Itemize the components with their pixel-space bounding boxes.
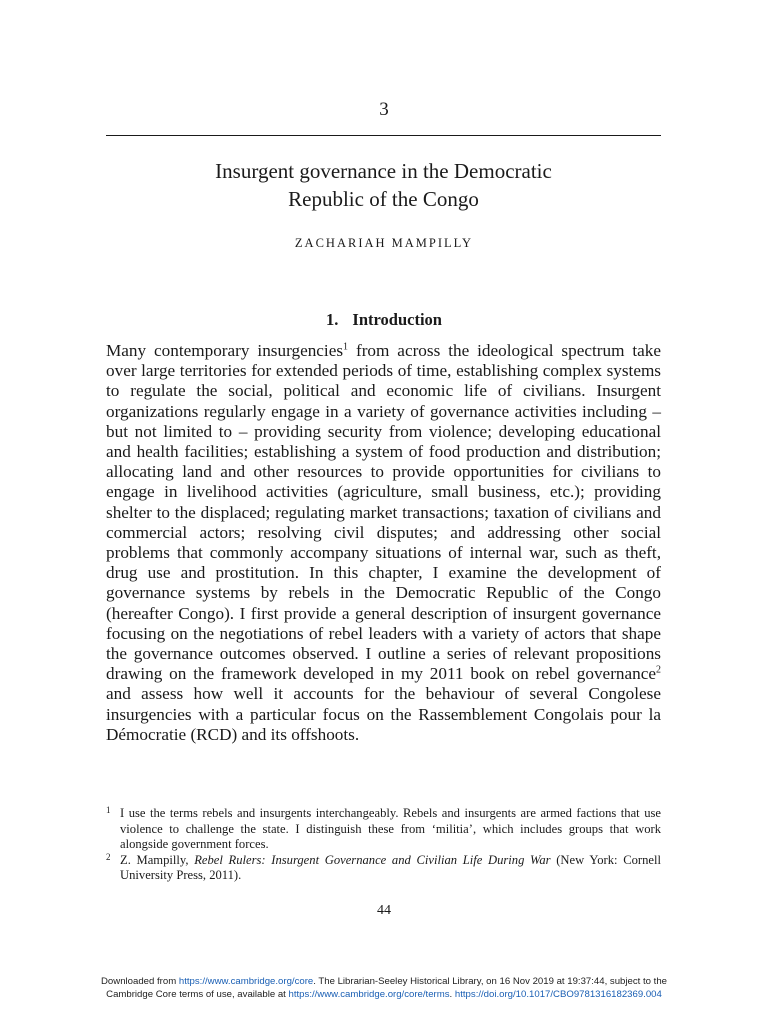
cambridge-core-link[interactable]: https://www.cambridge.org/core xyxy=(178,976,314,987)
footnote-2 xyxy=(106,853,661,884)
page-number: 44 xyxy=(377,903,391,918)
chapter-number: 3 xyxy=(379,99,389,120)
title-rule xyxy=(106,135,661,136)
footnote-2-prefix: Z. Mampilly, xyxy=(120,852,195,867)
footnote-text-1: I use the terms rebels and insurgents interchangeably. Rebels and insurgents are armed factions that use violence to challenge the state. I distinguish these from ‘militia’, which includes groups that work alongside government forces. xyxy=(120,806,661,851)
footnote-text-2 xyxy=(120,853,661,883)
terms-link[interactable]: https://www.cambridge.org/core/terms xyxy=(288,989,450,1000)
body-text-part-2: from across the ideological spectrum take over large territories for extended periods of time, establishing complex systems to regulate the social, political and economic life of civilians. Insurgent organizations regularly engage in a variety of governance activities including – but not limited to – providing security from violence; developing educational and health facilities; establishing a system of food production and distribution; allocating land and other resources to provide opportunities for civilians to engage in livelihood activities (agriculture, small business, etc.); providing shelter to the displaced; regulating market transactions; taxation of civilians and commercial actors; resolving civil disputes; and addressing other social problems that commonly accompany situations of internal war, such as theft, drug use and prostitution. In this chapter, I examine the development of governance systems by rebels in the Democratic Republic of the Congo (hereafter Congo). I first provide a general description of insurgent governance focusing on the negotiations of rebel leaders with a variety of actors that shape the governance outcomes observed. I outline a series of relevant propositions drawing on the framework developed in my 2011 book on rebel governance xyxy=(106,341,661,684)
body-text-part-1: Many contemporary insurgencies xyxy=(106,341,344,360)
separator: . xyxy=(449,989,455,1000)
footnote-1 xyxy=(106,806,661,853)
chapter-title xyxy=(106,157,661,213)
chapter-title-line-1: Insurgent governance in the Democratic xyxy=(215,159,552,183)
doi-link[interactable]: https://doi.org/10.1017/CBO9781316182369.004 xyxy=(454,989,662,1000)
download-notice-info: . The Librarian-Seeley Historical Library, on 16 Nov 2019 at 19:37:44, subject to the xyxy=(313,976,667,987)
section-title: Introduction xyxy=(352,310,442,329)
download-notice-line-2 xyxy=(0,988,768,1001)
footnote-mark-2: 2 xyxy=(106,851,111,862)
section-number: 1. xyxy=(326,310,339,329)
body-paragraph xyxy=(106,341,661,745)
footnotes xyxy=(106,806,661,884)
terms-lead: Cambridge Core terms of use, available at xyxy=(106,989,289,1000)
section-heading xyxy=(0,309,768,331)
chapter-title-line-2: Republic of the Congo xyxy=(288,187,479,211)
footnote-mark-1: 1 xyxy=(106,805,111,815)
body-text-part-3: and assess how well it accounts for the behaviour of several Congolese insurgencies with a particular focus on the Rassemblement Congolais pour la Démocratie (RCD) and its offshoots. xyxy=(106,684,661,744)
footnote-ref-2[interactable]: 2 xyxy=(656,664,661,676)
download-notice-line-1 xyxy=(0,975,768,988)
download-notice xyxy=(0,975,768,1001)
footnote-2-book-title: Rebel Rulers: Insurgent Governance and Civilian Life During War xyxy=(194,852,551,867)
footnote-2-suffix: (New York: Cornell University Press, 2011). xyxy=(120,852,661,882)
footnote-ref-1[interactable]: 1 xyxy=(343,341,349,353)
author-name: ZACHARIAH MAMPILLY xyxy=(294,236,474,250)
download-lead: Downloaded from xyxy=(101,976,179,987)
